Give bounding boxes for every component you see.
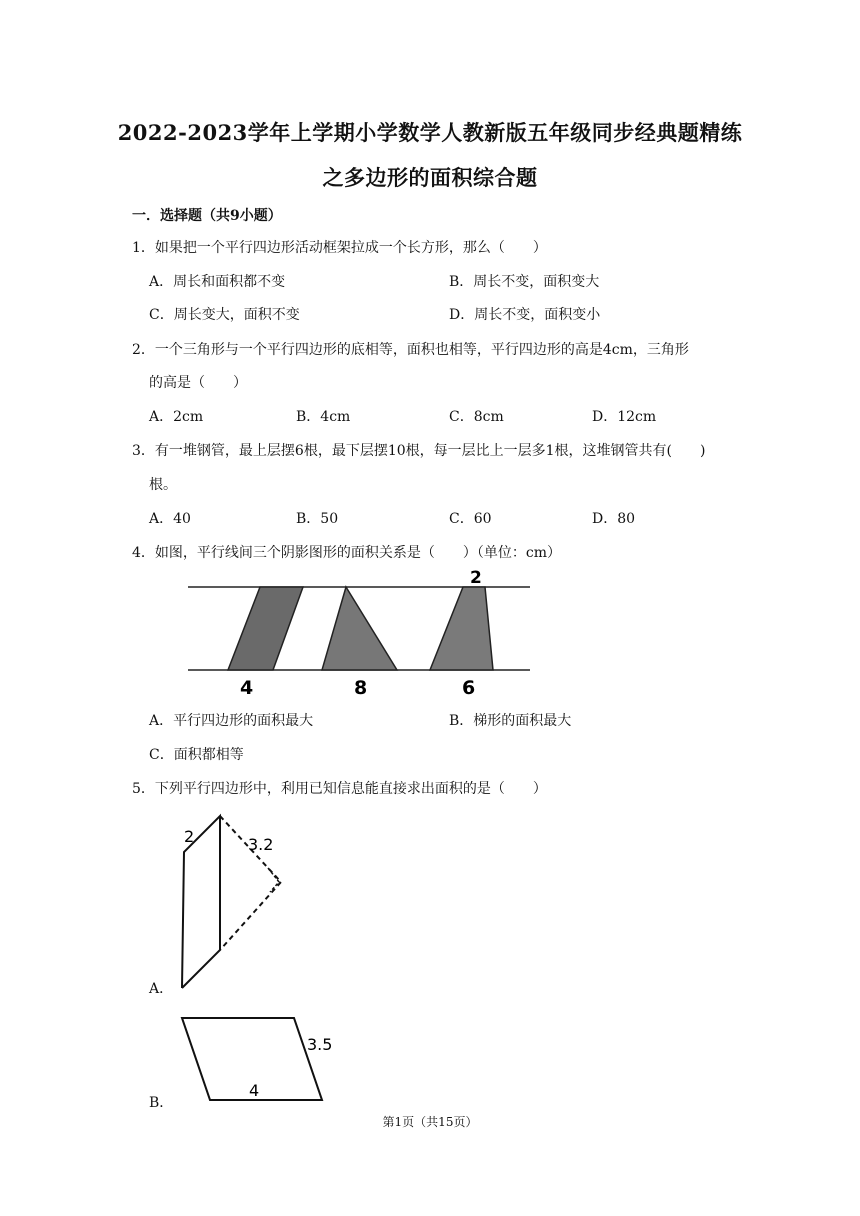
document-title-line2: 之多边形的面积综合题 <box>322 165 538 190</box>
question-4-figure <box>180 563 540 699</box>
question-5-option-a: A． <box>149 981 174 997</box>
question-4-stem: 4．如图，平行线间三个阴影图形的面积关系是（ ）（单位：cm） <box>132 545 562 561</box>
label-parallelogram-base: 4 <box>240 677 254 699</box>
question-2-stem-continued: 的高是（ ） <box>149 375 247 391</box>
question-2-option-b: B．4cm <box>296 409 351 425</box>
document-title-line1: 2022-2023学年上学期小学数学人教新版五年级同步经典题精练 <box>117 120 743 145</box>
label-triangle-base: 8 <box>354 677 368 699</box>
trapezoid-shape <box>430 587 493 670</box>
label-side-3-5: 3.5 <box>307 1035 333 1054</box>
parallelogram-shape <box>228 587 303 670</box>
question-3-option-b: B．50 <box>296 511 339 527</box>
right-angle-marker <box>268 868 279 892</box>
question-4-option-b: B．梯形的面积最大 <box>449 713 572 729</box>
triangle-shape <box>322 587 397 670</box>
question-2-option-d: D．12cm <box>592 409 657 425</box>
question-1-option-b: B．周长不变，面积变大 <box>449 274 600 290</box>
label-base-4: 4 <box>249 1081 260 1100</box>
question-4-option-c: C．面积都相等 <box>149 747 244 763</box>
question-5-figure-a <box>170 810 310 995</box>
label-height-3-2: 3.2 <box>248 835 274 854</box>
question-1-option-a: A．周长和面积都不变 <box>149 274 286 290</box>
question-5-option-b: B． <box>149 1095 174 1111</box>
question-5-stem: 5．下列平行四边形中，利用已知信息能直接求出面积的是（ ） <box>132 781 547 797</box>
question-1-stem: 1．如果把一个平行四边形活动框架拉成一个长方形，那么（ ） <box>132 240 547 256</box>
question-3-option-a: A．40 <box>149 511 191 527</box>
question-3-option-d: D．80 <box>592 511 636 527</box>
label-trapezoid-bottom: 6 <box>462 677 476 699</box>
question-2-stem: 2．一个三角形与一个平行四边形的底相等，面积也相等，平行四边形的高是4cm，三角形 <box>132 342 689 358</box>
question-5-figure-b <box>170 1010 350 1106</box>
question-2-option-a: A．2cm <box>149 409 204 425</box>
question-3-stem-continued: 根。 <box>149 477 177 493</box>
question-3-stem: 3．有一堆钢管，最上层摆6根，最下层摆10根，每一层比上一层多1根，这堆钢管共有( ) <box>132 443 706 459</box>
label-side-2: 2 <box>184 827 195 846</box>
section-heading: 一．选择题（共9小题） <box>132 208 282 224</box>
question-3-option-c: C．60 <box>449 511 492 527</box>
question-1-option-c: C．周长变大，面积不变 <box>149 307 300 323</box>
page-footer: 第1页（共15页） <box>382 1115 478 1129</box>
question-4-option-a: A．平行四边形的面积最大 <box>149 713 314 729</box>
question-1-option-d: D．周长不变，面积变小 <box>449 307 601 323</box>
question-2-option-c: C．8cm <box>449 409 504 425</box>
label-trapezoid-top: 2 <box>470 568 482 588</box>
